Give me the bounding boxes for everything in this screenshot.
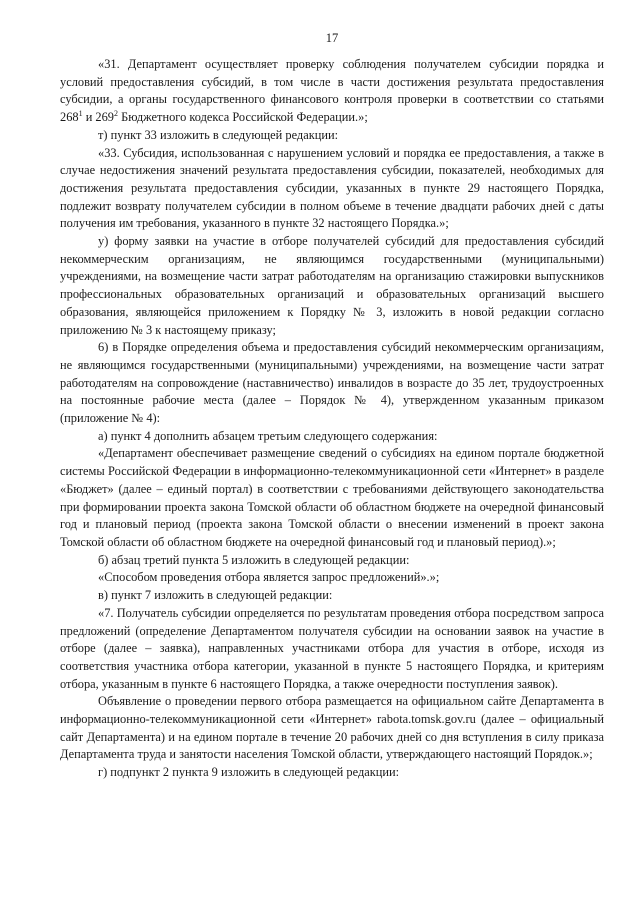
paragraph-g: г) подпункт 2 пункта 9 изложить в следующей редакции:	[98, 765, 400, 780]
paragraph-a: а) пункт 4 дополнить абзацем третьим следующего содержания:	[98, 428, 438, 443]
paragraph-6: 6) в Порядке определения объема и предоставления субсидий некоммерческим организациям, не являющимся государственными (муниципальными) учреждениями, на возмещение части затрат работодателям на сопровождение (наставничество) инвалидов в возрасте до 35 лет, трудоустроенных на постоянные рабочие места (далее – Порядок № 4), утвержденном указанным приказом (приложение № 4):	[60, 340, 604, 426]
paragraph-announcement: Объявление о проведении первого отбора размещается на официальном сайте Департамента в информационно-телекоммуникационной сети «Интернет» rabota.tomsk.gov.ru (далее – официальный сайт Департамента) и на едином портале в течение 20 рабочих дней со дня вступления в силу приказа Департамента труда и занятости населения Томской области, утверждающего настоящий Порядок.»;	[60, 694, 604, 762]
paragraph-31-text-b: и 269	[82, 110, 115, 125]
paragraph-31	[60, 56, 604, 127]
paragraph-31-text-c: Бюджетного кодекса Российской Федерации.»;	[118, 110, 368, 125]
document-body	[60, 56, 604, 782]
paragraph-selection-method: «Способом проведения отбора является запрос предложений».»;	[98, 570, 440, 585]
paragraph-33: «33. Субсидия, использованная с нарушением условий и порядка ее предоставления, а также в случае недостижения значений результата предоставления субсидии, показателей, необходимых для достижения результата предоставления субсидии, указанных в пункте 29 настоящего Порядка, подлежит возврату получателем субсидии в полном объеме в течение двадцати рабочих дней с даты получения им требования, указанного в пункте 32 настоящего Порядка.»;	[60, 145, 604, 231]
page-number: 17	[325, 31, 339, 45]
paragraph-department-portal: «Департамент обеспечивает размещение сведений о субсидиях на едином портале бюджетной системы Российской Федерации в информационно-телекоммуникационной сети «Интернет» в разделе «Бюджет» (далее – единый портал) в соответствии с требованиями действующего законодательства при формировании проекта закона Томской области об областном бюджете на очередной финансовый год и плановый период (проекта закона Томской области о внесении изменений в проект закона Томской области об областном бюджете на очередной финансовый год и плановый период).»;	[60, 446, 604, 549]
paragraph-t: т) пункт 33 изложить в следующей редакции:	[98, 127, 339, 142]
superscript-1: 1	[78, 108, 83, 118]
paragraph-v: в) пункт 7 изложить в следующей редакции:	[98, 588, 333, 603]
paragraph-7: «7. Получатель субсидии определяется по результатам проведения отбора посредством запроса предложений (определение Департаментом получателя субсидии на основании заявок на участие в отборе (далее – заявка), направленных участниками отбора для участия в отборе, исходя из соответствия участника отбора категории, указанной в пункте 5 настоящего Порядка, и критериям отбора, указанным в пункте 6 настоящего Порядка, а также очередности поступления заявок).	[60, 605, 604, 691]
paragraph-b: б) абзац третий пункта 5 изложить в следующей редакции:	[98, 552, 410, 567]
paragraph-31-text-a: «31. Департамент осуществляет проверку соблюдения получателем субсидии порядка и условий предоставления субсидий, в том числе в части достижения результата предоставления субсидии, а органы государственного финансового контроля проверки в соответствии со статьями 268	[60, 57, 604, 125]
paragraph-u: у) форму заявки на участие в отборе получателей субсидий для предоставления субсидий некоммерческим организациям, не являющимся государственными (муниципальными) учреждениями, на возмещение части затрат работодателям на организацию стажировки выпускников профессиональных образовательных организаций и образовательных организаций высшего образования, являющейся приложением к Порядку № 3, изложить в новой редакции согласно приложению № 3 к настоящему приказу;	[60, 234, 604, 337]
superscript-2: 2	[114, 108, 119, 118]
